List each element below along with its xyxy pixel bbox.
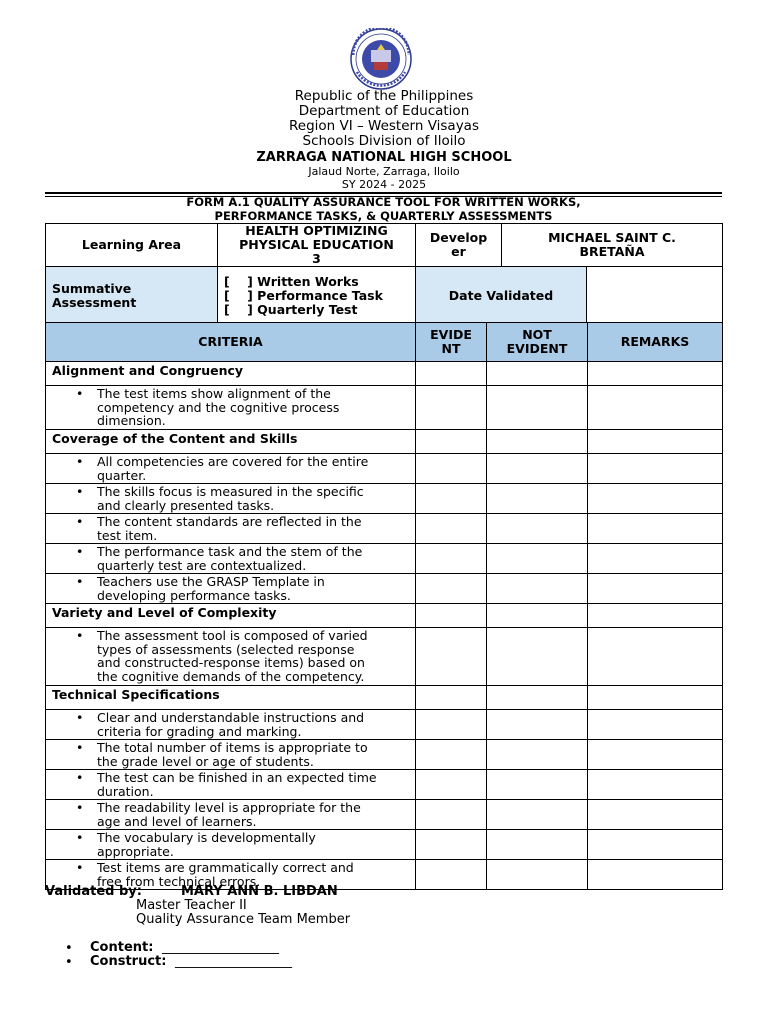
criterion-bullet-item (46, 628, 415, 683)
evident-header (416, 323, 487, 362)
criterion-line: the cognitive demands of the competency. (97, 668, 365, 684)
not-evident-cell[interactable] (487, 574, 588, 604)
date-validated-label: Date Validated (416, 267, 587, 324)
criterion-bullet-item (46, 830, 415, 858)
info-row-learning-area (46, 224, 723, 267)
criterion-row (46, 484, 723, 514)
remarks-cell[interactable] (588, 574, 723, 604)
criterion-text (46, 740, 416, 770)
criterion-row (46, 454, 723, 484)
criterion-row (46, 574, 723, 604)
not-evident-cell[interactable] (487, 770, 588, 800)
evident-header-line1: EVIDE (430, 327, 472, 342)
remarks-cell[interactable] (588, 430, 723, 454)
bullet-dot: • (76, 544, 84, 559)
bullet-dot: • (76, 484, 84, 499)
criterion-line: All competencies are covered for the entire (97, 454, 369, 469)
remarks-cell[interactable] (588, 386, 723, 430)
criterion-row (46, 544, 723, 574)
construct-signature-line[interactable]: __________________ (175, 954, 292, 969)
remarks-cell[interactable] (588, 544, 723, 574)
remarks-cell[interactable] (588, 710, 723, 740)
content-label: Content: (90, 940, 154, 955)
evident-header-line2: NT (441, 341, 461, 356)
criterion-line: Teachers use the GRASP Template in (97, 574, 325, 589)
evident-cell[interactable] (416, 454, 487, 484)
criteria-header: CRITERIA (46, 323, 416, 362)
form-title (45, 195, 722, 223)
header-republic: Republic of the Philippines (294, 88, 474, 104)
not-evident-cell[interactable] (487, 830, 588, 860)
not-evident-cell[interactable] (487, 860, 588, 890)
evident-cell[interactable] (416, 710, 487, 740)
info-row-summative (46, 267, 723, 325)
criterion-line: The total number of items is appropriate to (97, 740, 368, 755)
criterion-line: The test items show alignment of the (97, 386, 331, 401)
not-evident-cell[interactable] (487, 386, 588, 430)
evident-cell[interactable] (416, 830, 487, 860)
option-performance-task-checkbox[interactable]: [ ] Performance Task (224, 287, 383, 303)
not-evident-cell[interactable] (487, 628, 588, 686)
bullet-dot: • (76, 454, 84, 469)
criterion-line: The skills focus is measured in the specific (97, 484, 364, 499)
date-validated-inner (416, 267, 722, 324)
validator-title: Master Teacher II (136, 898, 247, 913)
remarks-cell[interactable] (588, 800, 723, 830)
evident-cell[interactable] (416, 770, 487, 800)
evident-cell[interactable] (416, 740, 487, 770)
criterion-line: quarter. (97, 467, 147, 483)
section-title: Coverage of the Content and Skills (46, 430, 416, 454)
evident-cell[interactable] (416, 574, 487, 604)
info-table (45, 223, 723, 325)
bullet-dot: • (76, 860, 84, 875)
criterion-line: The performance task and the stem of the (97, 544, 363, 559)
section-title: Technical Specifications (46, 686, 416, 710)
date-validated-field[interactable] (587, 267, 723, 324)
not-evident-cell[interactable] (487, 740, 588, 770)
developer-label-line1: Develop (429, 230, 488, 245)
criterion-line: dimension. (97, 413, 166, 428)
option-quarterly-test-checkbox[interactable]: [ ] Quarterly Test (224, 301, 358, 317)
header-school-name: ZARRAGA NATIONAL HIGH SCHOOL (256, 150, 512, 165)
construct-bullet: • (65, 955, 73, 970)
form-title-line1: FORM A.1 QUALITY ASSURANCE TOOL FOR WRITTEN WORKS, (186, 195, 581, 209)
criterion-bullet-item (46, 386, 415, 428)
summative-label-line2: Assessment (52, 294, 137, 310)
evident-cell[interactable] (416, 800, 487, 830)
section-row (46, 604, 723, 628)
criterion-text (46, 800, 416, 830)
remarks-cell[interactable] (588, 740, 723, 770)
not-evident-cell[interactable] (487, 686, 588, 710)
not-evident-cell[interactable] (487, 800, 588, 830)
bullet-dot: • (76, 740, 84, 755)
criterion-text (46, 770, 416, 800)
criterion-line: Clear and understandable instructions and (97, 710, 365, 725)
developer-name-line2: BRETAÑA (579, 244, 645, 259)
header-region: Region VI – Western Visayas (288, 118, 479, 134)
criterion-row (46, 800, 723, 830)
not-evident-header-line1: NOT (522, 327, 552, 342)
section-row (46, 362, 723, 386)
remarks-cell[interactable] (588, 628, 723, 686)
criterion-text (46, 386, 416, 430)
remarks-cell[interactable] (588, 686, 723, 710)
criterion-row (46, 386, 723, 430)
remarks-cell[interactable] (588, 770, 723, 800)
developer-name-line1: MICHAEL SAINT C. (548, 230, 676, 245)
bullet-dot: • (76, 628, 84, 643)
criterion-bullet-item (46, 710, 415, 738)
developer-label (416, 224, 502, 267)
learning-area-line1: HEALTH OPTIMIZING (245, 223, 388, 238)
criterion-bullet-item (46, 514, 415, 542)
learning-area-label: Learning Area (46, 224, 218, 267)
criterion-line: the grade level or age of students. (97, 753, 314, 769)
criterion-row (46, 628, 723, 686)
header-divider-thick (45, 192, 722, 194)
bullet-dot: • (76, 574, 84, 589)
not-evident-cell[interactable] (487, 484, 588, 514)
remarks-cell[interactable] (588, 454, 723, 484)
criterion-line: criteria for grading and marking. (97, 723, 302, 739)
criteria-header-row (46, 323, 723, 362)
criterion-text (46, 544, 416, 574)
criterion-line: appropriate. (97, 843, 174, 859)
criterion-line: The content standards are reflected in the (97, 514, 362, 529)
summative-label-line1: Summative (52, 280, 132, 296)
section-row (46, 686, 723, 710)
criterion-text (46, 484, 416, 514)
criterion-text (46, 830, 416, 860)
criterion-bullet-item (46, 800, 415, 828)
learning-area-line2: PHYSICAL EDUCATION (239, 237, 394, 252)
content-bullet: • (65, 941, 73, 956)
criterion-line: free from technical errors. (97, 873, 261, 889)
criterion-line: duration. (97, 783, 154, 799)
bullet-dot: • (76, 770, 84, 785)
remarks-cell[interactable] (588, 514, 723, 544)
criterion-bullet-item (46, 740, 415, 768)
content-signature-line[interactable]: __________________ (162, 940, 279, 955)
evident-cell[interactable] (416, 362, 487, 386)
learning-area-value (218, 224, 416, 267)
criteria-body (46, 362, 723, 890)
evident-cell[interactable] (416, 544, 487, 574)
remarks-cell[interactable] (588, 860, 723, 890)
learning-area-line3: 3 (312, 251, 321, 266)
criterion-line: The test can be finished in an expected time (97, 770, 377, 785)
criterion-text (46, 628, 416, 686)
form-title-line2: PERFORMANCE TASKS, & QUARTERLY ASSESSMENTS (214, 209, 553, 223)
criterion-row (46, 860, 723, 890)
criterion-bullet-item (46, 544, 415, 572)
developer-label-line2: er (451, 244, 466, 259)
not-evident-header-line2: EVIDENT (506, 341, 568, 356)
criterion-bullet-item (46, 484, 415, 512)
header-school-year: SY 2024 - 2025 (341, 178, 427, 191)
criteria-table (45, 322, 723, 890)
criterion-line: The readability level is appropriate for the (97, 800, 361, 815)
remarks-header: REMARKS (588, 323, 723, 362)
criterion-text (46, 514, 416, 544)
header-division: Schools Division of Iloilo (302, 133, 466, 149)
deped-seal-logo (341, 28, 421, 90)
validated-by-label: Validated by: (45, 884, 142, 899)
criterion-line: developing performance tasks. (97, 587, 291, 603)
not-evident-cell[interactable] (487, 604, 588, 628)
validator-name: MARY ANN B. LIBDAN (181, 884, 338, 899)
criterion-line: and clearly presented tasks. (97, 497, 275, 513)
evident-cell[interactable] (416, 860, 487, 890)
bullet-dot: • (76, 710, 84, 725)
bullet-dot: • (76, 830, 84, 845)
criterion-row (46, 830, 723, 860)
bullet-dot: • (76, 386, 84, 401)
developer-value (502, 224, 723, 267)
criterion-row (46, 740, 723, 770)
evident-cell[interactable] (416, 386, 487, 430)
not-evident-cell[interactable] (487, 710, 588, 740)
option-written-works-checkbox[interactable]: [ ] Written Works (224, 273, 359, 289)
bullet-dot: • (76, 800, 84, 815)
evident-cell[interactable] (416, 514, 487, 544)
summative-assessment-label (46, 267, 218, 325)
header-department: Department of Education (298, 103, 470, 119)
evident-cell[interactable] (416, 686, 487, 710)
construct-label: Construct: (90, 954, 167, 969)
criterion-line: The vocabulary is developmentally (97, 830, 316, 845)
not-evident-cell[interactable] (487, 544, 588, 574)
remarks-cell[interactable] (588, 604, 723, 628)
criterion-line: test item. (97, 527, 158, 543)
bullet-dot: • (76, 514, 84, 529)
criterion-bullet-item (46, 574, 415, 602)
criterion-bullet-item (46, 454, 415, 482)
evident-cell[interactable] (416, 430, 487, 454)
section-row (46, 430, 723, 454)
header-address: Jalaud Norte, Zarraga, Iloilo (308, 165, 460, 178)
criterion-row (46, 514, 723, 544)
evident-cell[interactable] (416, 484, 487, 514)
not-evident-header (487, 323, 588, 362)
not-evident-cell[interactable] (487, 514, 588, 544)
not-evident-cell[interactable] (487, 430, 588, 454)
criterion-line: and constructed-response items) based on (97, 655, 365, 670)
assessment-type-options (218, 267, 416, 325)
remarks-cell[interactable] (588, 830, 723, 860)
section-title: Variety and Level of Complexity (46, 604, 416, 628)
remarks-cell[interactable] (588, 362, 723, 386)
criterion-line: Test items are grammatically correct and (97, 860, 354, 875)
criterion-text (46, 710, 416, 740)
criterion-text (46, 454, 416, 484)
criterion-text (46, 574, 416, 604)
criterion-row (46, 710, 723, 740)
criterion-line: competency and the cognitive process (97, 399, 340, 415)
criterion-line: The assessment tool is composed of varied (97, 628, 368, 643)
remarks-cell[interactable] (588, 484, 723, 514)
criterion-row (46, 770, 723, 800)
criterion-bullet-item (46, 770, 415, 798)
validator-team: Quality Assurance Team Member (136, 912, 351, 927)
evident-cell[interactable] (416, 604, 487, 628)
date-validated-cell (416, 267, 723, 325)
criterion-line: types of assessments (selected response (97, 641, 355, 657)
criterion-line: age and level of learners. (97, 813, 257, 829)
section-title: Alignment and Congruency (46, 362, 416, 386)
not-evident-cell[interactable] (487, 362, 588, 386)
criterion-line: quarterly test are contextualized. (97, 557, 307, 573)
not-evident-cell[interactable] (487, 454, 588, 484)
evident-cell[interactable] (416, 628, 487, 686)
